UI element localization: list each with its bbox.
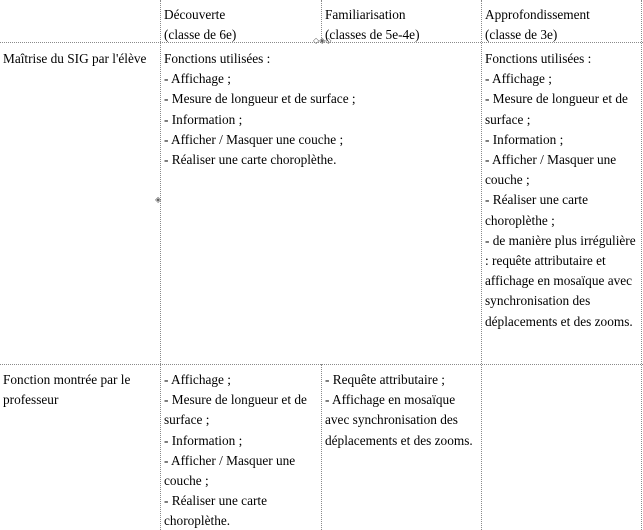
header-subtitle: (classe de 3e) [485,27,558,42]
cell-decouverte [161,367,321,530]
resize-handle-icon[interactable]: ◇◈◇ [313,36,332,45]
list-item: - de manière plus irrégulière : requête attributaire et affichage en mosaïque avec synchronisation des déplacements et des zooms. [485,232,636,329]
list-item: - Affichage en mosaïque avec synchronisation des déplacements et des zooms. [325,392,473,448]
header-cell-empty [0,0,160,42]
list-item: - Afficher / Masquer une couche ; [164,452,296,489]
list-item: - Mesure de longueur et de surface ; [164,91,356,107]
row-label [0,46,160,364]
resize-handle-icon[interactable]: ◈ [155,195,162,204]
merged-cell-decouverte-familiarisation [161,46,481,364]
list-item: - Afficher / Masquer une couche ; [485,152,617,188]
list-item: - Réaliser une carte choroplèthe ; [485,192,588,228]
header-subtitle: (classe de 6e) [164,27,237,42]
list-item: - Réaliser une carte choroplèthe. [164,152,337,168]
table-right-border [641,0,642,530]
list-item: - Requête attributaire ; [325,372,445,387]
list-item: - Réaliser une carte choroplèthe. [164,493,267,529]
list-item: - Information ; [164,432,243,448]
list-item: - Information ; [164,111,243,127]
header-title: Découverte [164,7,226,22]
header-title: Approfondissement [485,7,590,22]
functions-intro: Fonctions utilisées : [485,51,592,66]
row-label-text: Fonction montrée par le professeur [3,372,131,408]
row-label [0,367,160,530]
list-item: - Mesure de longueur et de surface ; [164,392,307,428]
cell-familiarisation [322,367,481,530]
header-subtitle: (classes de 5e-4e) [325,27,420,42]
list-item: - Mesure de longueur et de surface ; [485,91,628,127]
header-cell-familiarisation [322,2,481,42]
list-item: - Affichage ; [164,372,231,387]
header-cell-decouverte [161,2,321,42]
list-item: - Afficher / Masquer une couche ; [164,131,344,147]
header-cell-approfondissement [482,2,641,42]
functions-intro: Fonctions utilisées : [164,51,271,66]
cell-approfondissement [482,46,641,364]
list-item: - Information ; [485,131,564,147]
header-title: Familiarisation [325,7,406,22]
row-label-text: Maîtrise du SIG par l'élève [3,51,147,66]
row-divider [0,364,643,365]
list-item: - Affichage ; [485,71,552,87]
cell-approfondissement-empty [482,367,641,530]
list-item: - Affichage ; [164,71,231,87]
